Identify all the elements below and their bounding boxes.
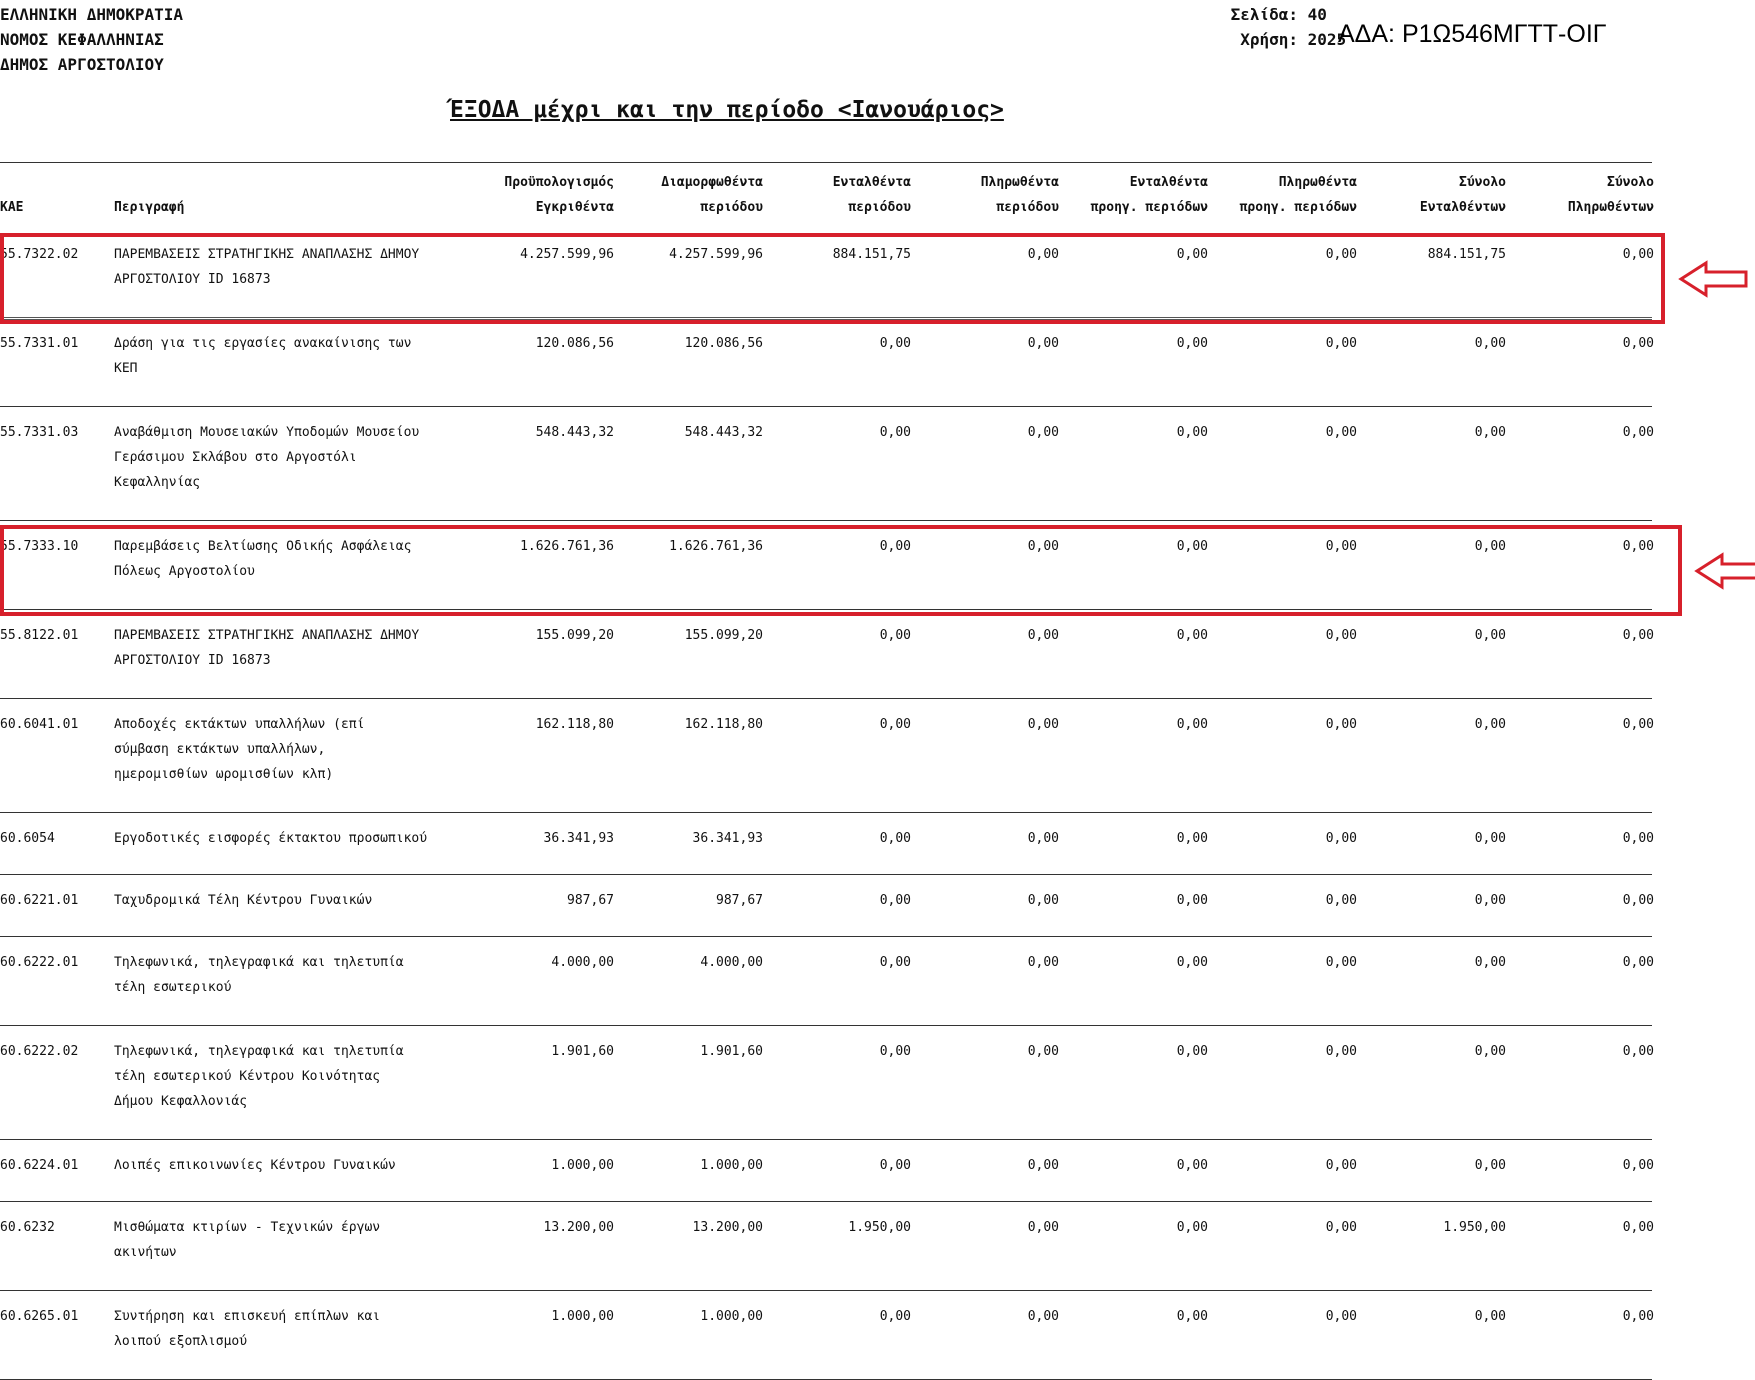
row-amount-7: 0,00 (1474, 336, 1506, 351)
row-amount-7: 1.950,00 (1443, 1220, 1506, 1235)
row-kae: 55.7331.03 (0, 425, 79, 440)
row-amount-3: 0,00 (879, 336, 911, 351)
row-amount-2: 1.626.761,36 (669, 539, 763, 554)
row-amount-4: 0,00 (1027, 425, 1059, 440)
column-header-8-line1: Σύνολο (1459, 175, 1506, 190)
row-description-line: Δήμου Κεφαλλονιάς (114, 1094, 248, 1109)
row-amount-8: 0,00 (1622, 1158, 1654, 1173)
row-kae: 60.6222.01 (0, 955, 79, 970)
row-amount-6: 0,00 (1325, 831, 1357, 846)
row-description-line: λοιπού εξοπλισμού (114, 1334, 248, 1349)
row-amount-1: 155.099,20 (535, 628, 614, 643)
column-header-5-line2: περιόδου (996, 200, 1059, 215)
row-amount-2: 4.257.599,96 (669, 247, 763, 262)
row-description-line: ΑΡΓΟΣΤΟΛΙΟΥ ID 16873 (114, 272, 271, 287)
row-description-line: Πόλεως Αργοστολίου (114, 564, 255, 579)
row-amount-4: 0,00 (1027, 1044, 1059, 1059)
row-kae: 60.6054 (0, 831, 55, 846)
row-amount-7: 0,00 (1474, 955, 1506, 970)
row-description-line: Δράση για τις εργασίες ανακαίνισης των (114, 336, 412, 351)
column-header-4-line2: περιόδου (848, 200, 911, 215)
column-header-9-line1: Σύνολο (1607, 175, 1654, 190)
row-separator (0, 406, 1652, 407)
row-amount-3: 0,00 (879, 425, 911, 440)
row-amount-6: 0,00 (1325, 247, 1357, 262)
column-header-9-line2: Πληρωθέντων (1567, 200, 1654, 215)
row-amount-5: 0,00 (1176, 717, 1208, 732)
row-amount-2: 162.118,80 (684, 717, 763, 732)
row-amount-1: 1.626.761,36 (520, 539, 614, 554)
highlight-box (0, 525, 1682, 616)
row-amount-3: 1.950,00 (848, 1220, 911, 1235)
row-amount-5: 0,00 (1176, 247, 1208, 262)
row-amount-1: 4.000,00 (551, 955, 614, 970)
row-amount-8: 0,00 (1622, 336, 1654, 351)
row-amount-3: 0,00 (879, 831, 911, 846)
row-amount-3: 0,00 (879, 1309, 911, 1324)
row-description-line: Λοιπές επικοινωνίες Κέντρου Γυναικών (114, 1158, 396, 1173)
report-title: ΈΞΟΔΑ μέχρι και την περίοδο <Ιανουάριος> (450, 97, 1004, 123)
row-amount-7: 0,00 (1474, 1158, 1506, 1173)
row-amount-8: 0,00 (1622, 1309, 1654, 1324)
issuer-line-country: ΕΛΛΗΝΙΚΗ ΔΗΜΟΚΡΑΤΙΑ (0, 5, 184, 24)
row-amount-2: 4.000,00 (700, 955, 763, 970)
row-separator (0, 1290, 1652, 1291)
page-info (1198, 2, 1346, 52)
pointer-arrow-icon (1678, 259, 1750, 299)
row-amount-3: 884.151,75 (832, 247, 911, 262)
column-header-2-line1: Προϋπολογισμός (504, 175, 614, 190)
row-amount-2: 13.200,00 (692, 1220, 763, 1235)
row-amount-4: 0,00 (1027, 955, 1059, 970)
row-kae: 60.6265.01 (0, 1309, 79, 1324)
row-amount-3: 0,00 (879, 955, 911, 970)
column-header-6-line2: προηγ. περιόδων (1090, 200, 1208, 215)
row-amount-2: 36.341,93 (692, 831, 763, 846)
fiscal-year-row (1198, 27, 1346, 52)
row-amount-3: 0,00 (879, 1044, 911, 1059)
row-separator (0, 520, 1652, 521)
column-header-4-line1: Ενταλθέντα (832, 175, 911, 190)
row-amount-4: 0,00 (1027, 1309, 1059, 1324)
column-header-5-line1: Πληρωθέντα (980, 175, 1059, 190)
row-description-line: Ταχυδρομικά Τέλη Κέντρου Γυναικών (114, 893, 373, 908)
row-amount-5: 0,00 (1176, 1220, 1208, 1235)
column-header-description: Περιγραφή (114, 200, 185, 215)
row-amount-6: 0,00 (1325, 425, 1357, 440)
column-header-7-line2: προηγ. περιόδων (1239, 200, 1357, 215)
row-kae: 55.8122.01 (0, 628, 79, 643)
row-amount-5: 0,00 (1176, 628, 1208, 643)
row-amount-7: 0,00 (1474, 1309, 1506, 1324)
row-amount-6: 0,00 (1325, 1158, 1357, 1173)
row-kae: 60.6222.02 (0, 1044, 79, 1059)
row-amount-1: 1.901,60 (551, 1044, 614, 1059)
row-amount-8: 0,00 (1622, 1220, 1654, 1235)
row-amount-6: 0,00 (1325, 717, 1357, 732)
row-amount-1: 1.000,00 (551, 1158, 614, 1173)
row-separator (0, 698, 1652, 699)
row-description-line: ΑΡΓΟΣΤΟΛΙΟΥ ID 16873 (114, 653, 271, 668)
row-amount-3: 0,00 (879, 539, 911, 554)
row-description-line: Αναβάθμιση Μουσειακών Υποδομών Μουσείου (114, 425, 420, 440)
column-header-2-line2: Εγκριθέντα (535, 200, 614, 215)
row-description-line: τέλη εσωτερικού (114, 980, 232, 995)
row-kae: 55.7333.10 (0, 539, 79, 554)
row-separator (0, 812, 1652, 813)
row-amount-7: 0,00 (1474, 831, 1506, 846)
row-amount-6: 0,00 (1325, 893, 1357, 908)
row-separator (0, 1139, 1652, 1140)
highlight-box (0, 233, 1665, 324)
row-kae: 60.6232 (0, 1220, 55, 1235)
row-separator (0, 874, 1652, 875)
column-header-kae: ΚΑΕ (0, 200, 24, 215)
row-description-line: Τηλεφωνικά, τηλεγραφικά και τηλετυπία (114, 955, 404, 970)
row-amount-1: 4.257.599,96 (520, 247, 614, 262)
row-amount-4: 0,00 (1027, 717, 1059, 732)
row-amount-1: 987,67 (567, 893, 614, 908)
row-description-line: Εργοδοτικές εισφορές έκτακτου προσωπικού (114, 831, 428, 846)
row-amount-6: 0,00 (1325, 1309, 1357, 1324)
page-label: Σελίδα: (1230, 5, 1298, 24)
row-description-line: Τηλεφωνικά, τηλεγραφικά και τηλετυπία (114, 1044, 404, 1059)
row-amount-4: 0,00 (1027, 247, 1059, 262)
row-amount-6: 0,00 (1325, 1220, 1357, 1235)
row-amount-5: 0,00 (1176, 831, 1208, 846)
page-number-row (1198, 2, 1346, 27)
row-amount-6: 0,00 (1325, 955, 1357, 970)
row-amount-8: 0,00 (1622, 831, 1654, 846)
column-header-3-line2: περιόδου (700, 200, 763, 215)
row-amount-3: 0,00 (879, 628, 911, 643)
row-amount-5: 0,00 (1176, 1044, 1208, 1059)
row-amount-5: 0,00 (1176, 1158, 1208, 1173)
row-amount-7: 0,00 (1474, 539, 1506, 554)
row-description-line: τέλη εσωτερικού Κέντρου Κοινότητας (114, 1069, 381, 1084)
row-amount-2: 1.000,00 (700, 1158, 763, 1173)
row-amount-1: 120.086,56 (535, 336, 614, 351)
row-amount-7: 0,00 (1474, 628, 1506, 643)
row-separator (0, 1025, 1652, 1026)
row-amount-6: 0,00 (1325, 1044, 1357, 1059)
row-kae: 55.7322.02 (0, 247, 79, 262)
row-amount-6: 0,00 (1325, 539, 1357, 554)
row-amount-3: 0,00 (879, 893, 911, 908)
row-amount-2: 1.000,00 (700, 1309, 763, 1324)
year-label: Χρήση: (1240, 30, 1298, 49)
row-amount-8: 0,00 (1622, 425, 1654, 440)
row-amount-2: 155.099,20 (684, 628, 763, 643)
row-amount-7: 0,00 (1474, 893, 1506, 908)
row-amount-7: 0,00 (1474, 1044, 1506, 1059)
row-amount-2: 1.901,60 (700, 1044, 763, 1059)
row-amount-6: 0,00 (1325, 628, 1357, 643)
row-amount-4: 0,00 (1027, 1158, 1059, 1173)
column-header-3-line1: Διαμορφωθέντα (661, 175, 763, 190)
row-amount-2: 120.086,56 (684, 336, 763, 351)
row-amount-8: 0,00 (1622, 539, 1654, 554)
column-header-6-line1: Ενταλθέντα (1129, 175, 1208, 190)
row-amount-4: 0,00 (1027, 628, 1059, 643)
table-top-rule (0, 162, 1652, 163)
row-description-line: ΠΑΡΕΜΒΑΣΕΙΣ ΣΤΡΑΤΗΓΙΚΗΣ ΑΝΑΠΛΑΣΗΣ ΔΗΜΟΥ (114, 628, 420, 643)
issuer-line-prefecture: ΝΟΜΟΣ ΚΕΦΑΛΛΗΝΙΑΣ (0, 30, 164, 49)
column-header-7-line1: Πληρωθέντα (1278, 175, 1357, 190)
page-value: 40 (1307, 5, 1327, 24)
row-separator (0, 936, 1652, 937)
row-kae: 60.6041.01 (0, 717, 79, 732)
row-description-line: ημερομισθίων ωρομισθίων κλπ) (114, 767, 334, 782)
year-value: 2025 (1307, 30, 1347, 49)
row-amount-5: 0,00 (1176, 425, 1208, 440)
row-amount-6: 0,00 (1325, 336, 1357, 351)
row-description-line: Κεφαλληνίας (114, 475, 201, 490)
row-description-line: ΠΑΡΕΜΒΑΣΕΙΣ ΣΤΡΑΤΗΓΙΚΗΣ ΑΝΑΠΛΑΣΗΣ ΔΗΜΟΥ (114, 247, 420, 262)
ada-stamp: ΑΔΑ: Ρ1Ω546ΜΓΤΤ-ΟΙΓ (1338, 20, 1607, 48)
row-amount-4: 0,00 (1027, 336, 1059, 351)
row-amount-8: 0,00 (1622, 893, 1654, 908)
row-amount-4: 0,00 (1027, 831, 1059, 846)
row-amount-5: 0,00 (1176, 539, 1208, 554)
row-kae: 60.6221.01 (0, 893, 79, 908)
row-amount-7: 884.151,75 (1427, 247, 1506, 262)
row-amount-1: 13.200,00 (543, 1220, 614, 1235)
row-description-line: Συντήρηση και επισκευή επίπλων και (114, 1309, 381, 1324)
column-header-8-line2: Ενταλθέντων (1419, 200, 1506, 215)
row-description-line: Γεράσιμου Σκλάβου στο Αργοστόλι (114, 450, 357, 465)
row-amount-3: 0,00 (879, 717, 911, 732)
row-amount-8: 0,00 (1622, 717, 1654, 732)
row-description-line: σύμβαση εκτάκτων υπαλλήλων, (114, 742, 326, 757)
row-amount-8: 0,00 (1622, 628, 1654, 643)
row-separator (0, 1201, 1652, 1202)
row-amount-3: 0,00 (879, 1158, 911, 1173)
row-amount-2: 548.443,32 (684, 425, 763, 440)
row-amount-1: 548.443,32 (535, 425, 614, 440)
row-amount-8: 0,00 (1622, 955, 1654, 970)
row-amount-4: 0,00 (1027, 1220, 1059, 1235)
row-amount-5: 0,00 (1176, 955, 1208, 970)
row-amount-5: 0,00 (1176, 893, 1208, 908)
row-amount-5: 0,00 (1176, 1309, 1208, 1324)
row-description-line: ΚΕΠ (114, 361, 138, 376)
row-amount-8: 0,00 (1622, 1044, 1654, 1059)
row-kae: 55.7331.01 (0, 336, 79, 351)
row-description-line: Παρεμβάσεις Βελτίωσης Οδικής Ασφάλειας (114, 539, 412, 554)
row-amount-5: 0,00 (1176, 336, 1208, 351)
issuer-block (0, 2, 183, 77)
row-amount-4: 0,00 (1027, 539, 1059, 554)
row-amount-1: 1.000,00 (551, 1309, 614, 1324)
row-amount-2: 987,67 (716, 893, 763, 908)
row-amount-1: 162.118,80 (535, 717, 614, 732)
row-description-line: Αποδοχές εκτάκτων υπαλλήλων (επί (114, 717, 365, 732)
issuer-line-municipality: ΔΗΜΟΣ ΑΡΓΟΣΤΟΛΙΟΥ (0, 55, 164, 74)
row-amount-8: 0,00 (1622, 247, 1654, 262)
row-amount-4: 0,00 (1027, 893, 1059, 908)
row-amount-7: 0,00 (1474, 425, 1506, 440)
row-description-line: Μισθώματα κτιρίων - Τεχνικών έργων (114, 1220, 381, 1235)
row-amount-1: 36.341,93 (543, 831, 614, 846)
row-amount-7: 0,00 (1474, 717, 1506, 732)
row-description-line: ακινήτων (114, 1245, 177, 1260)
row-kae: 60.6224.01 (0, 1158, 79, 1173)
pointer-arrow-icon (1694, 551, 1755, 591)
